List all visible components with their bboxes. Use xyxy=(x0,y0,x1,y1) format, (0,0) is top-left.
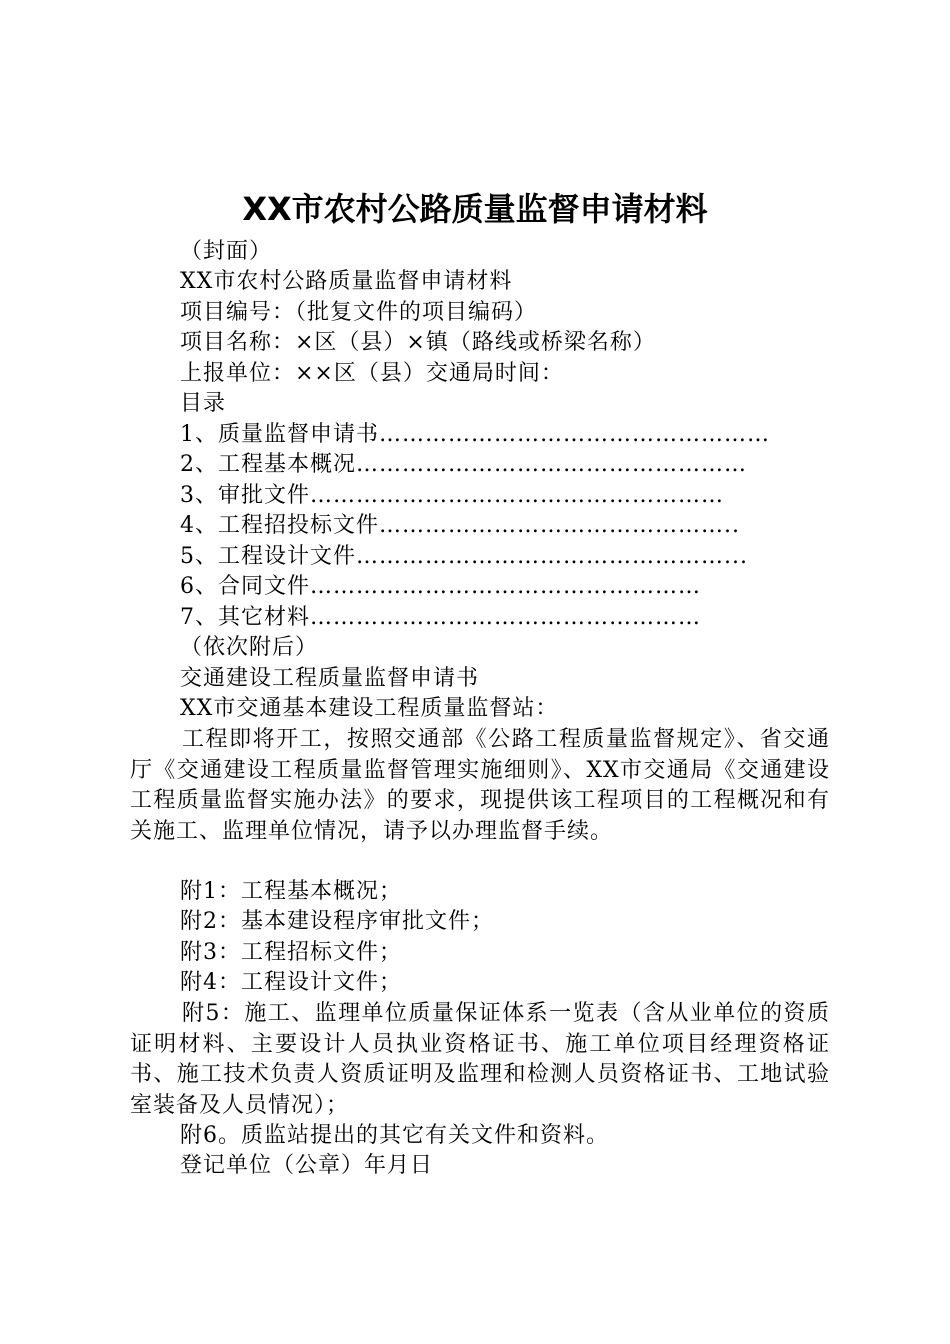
toc-note: （依次附后） xyxy=(180,635,319,660)
application-heading: 交通建设工程质量监督申请书 xyxy=(180,666,480,691)
attachment-item: 附4：工程设计文件； xyxy=(180,970,402,995)
cover-doc-name: XX市农村公路质量监督申请材料 xyxy=(180,269,513,294)
attachment-5: 附5：施工、监理单位质量保证体系一览表（含从业单位的资质证明材料、主要设计人员执业资格证书、施工单位项目经理资格证书、施工技术负责人资质证明及监理和检测人员资格证书、工地试验室装备及人员情况）； xyxy=(130,1001,830,1118)
project-name: 项目名称：×区（县）×镇（路线或桥梁名称） xyxy=(180,330,656,355)
application-body: 工程即将开工，按照交通部《公路工程质量监督规定》、省交通厅《交通建设工程质量监督管理实施细则》、XX市交通局《交通建设工程质量监督实施办法》的要求，现提供该工程项目的工程概况和有关施工、监理单位情况，请予以办理监督手续。 xyxy=(130,727,830,844)
attachment-item: 附3：工程招标文件； xyxy=(180,940,402,965)
toc-item: 6、合同文件…………………………………………… xyxy=(180,574,701,599)
toc-item: 4、工程招投标文件……………………………………….. xyxy=(180,513,740,538)
toc-item: 3、审批文件……………………………………………… xyxy=(180,483,724,508)
toc-item: 5、工程设计文件…………………………………………... xyxy=(180,544,748,569)
toc-heading: 目录 xyxy=(180,391,227,416)
application-addressee: XX市交通基本建设工程质量监督站： xyxy=(180,696,559,721)
toc-item: 7、其它材料…………………………………………… xyxy=(180,605,701,630)
signature-line: 登记单位（公章）年月日 xyxy=(180,1153,434,1178)
attachment-6: 附6。质监站提出的其它有关文件和资料。 xyxy=(180,1123,609,1148)
attachment-item: 附2：基本建设程序审批文件； xyxy=(180,909,494,934)
cover-label: （封面） xyxy=(180,239,273,264)
toc-item: 2、工程基本概况…………………………………………… xyxy=(180,452,747,477)
submit-unit: 上报单位：××区（县）交通局时间： xyxy=(180,361,564,386)
project-number: 项目编号：（批复文件的项目编码） xyxy=(180,300,538,325)
document-title: XX市农村公路质量监督申请材料 xyxy=(242,190,708,228)
attachment-item: 附1：工程基本概况； xyxy=(180,879,402,904)
toc-item: 1、质量监督申请书…………………………………………… xyxy=(180,422,770,447)
